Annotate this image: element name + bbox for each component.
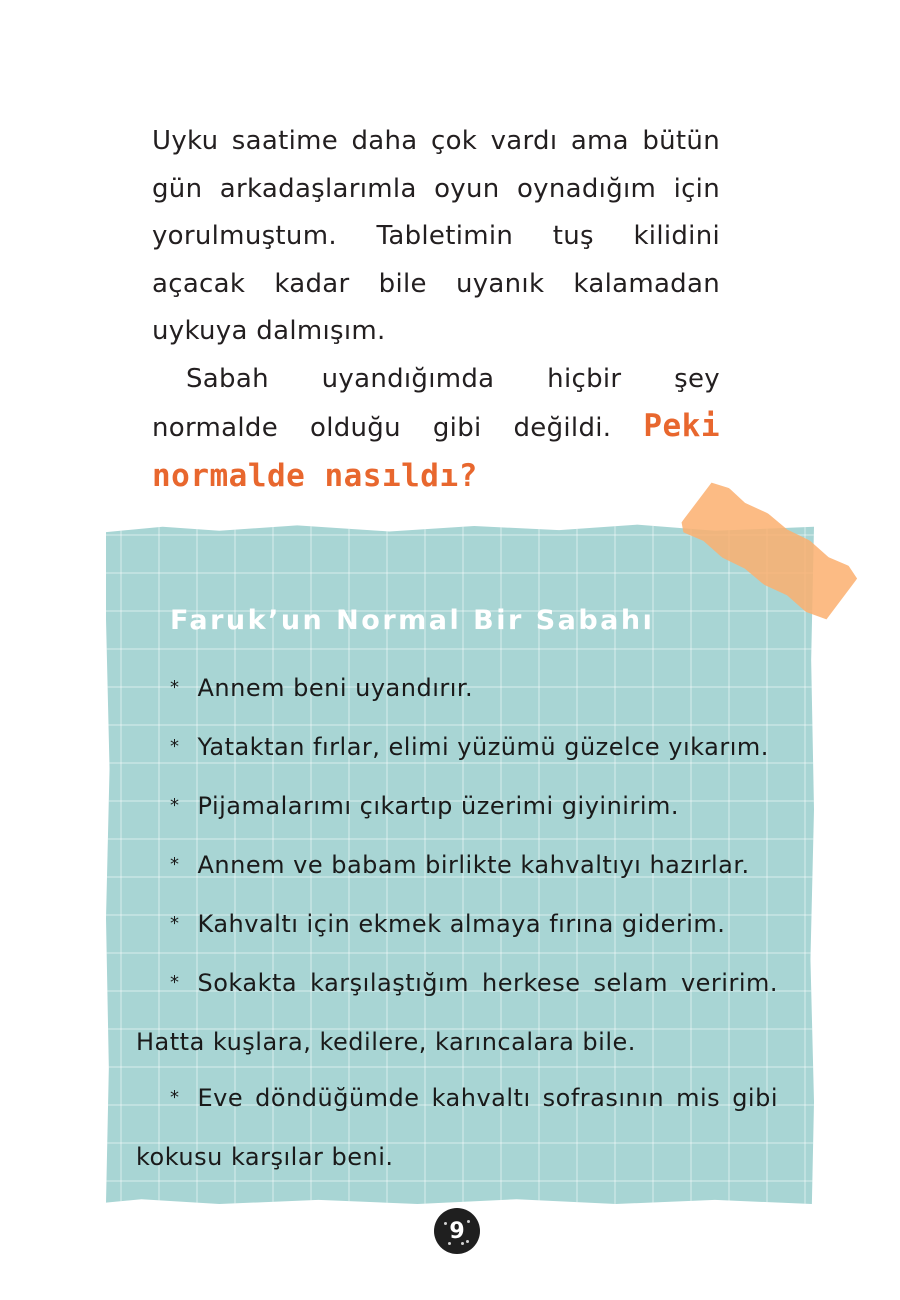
note-title: Faruk’un Normal Bir Sabahı [170, 605, 655, 636]
list-item: * Annem ve babam birlikte kahvaltıyı hazırlar. [170, 851, 750, 879]
list-item: * Eve döndüğümde kahvaltı sofrasının mis gibi kokusu karşılar beni. [136, 1084, 778, 1171]
list-item: * Yataktan fırlar, elimi yüzümü güzelce yıkarım. [170, 733, 769, 761]
story-paragraph-2 [152, 356, 720, 503]
bullet-star-icon: * [170, 1087, 180, 1108]
story-question-accent: Peki normalde nasıldı? [152, 408, 720, 494]
list-item: * Pijamalarımı çıkartıp üzerimi giyinirim. [170, 792, 679, 820]
bullet-star-icon: * [170, 854, 180, 875]
list-item: * Annem beni uyandırır. [170, 674, 474, 702]
story-paragraph-2-text: Sabah uyandığımda hiçbir şey normalde olduğu gibi değildi. [152, 363, 720, 443]
page-number: 9 [434, 1208, 480, 1254]
bullet-star-icon: * [170, 677, 180, 698]
bullet-star-icon: * [170, 972, 180, 993]
bullet-star-icon: * [170, 736, 180, 757]
list-item: * Sokakta karşılaştığım herkese selam veririm. Hatta kuşlara, kedilere, karıncalara bile. [136, 969, 778, 1056]
story-paragraph-1: Uyku saatime daha çok vardı ama bütün gün arkadaşlarımla oyun oynadığım için yorulmuştum. Tabletimin tuş kilidini açacak kadar bile uyanık kalamadan uykuya dalmışım. [152, 126, 720, 346]
bullet-star-icon: * [170, 795, 180, 816]
story-text [152, 118, 720, 502]
bullet-star-icon: * [170, 913, 180, 934]
list-item: * Kahvaltı için ekmek almaya fırına giderim. [170, 910, 726, 938]
morning-list [136, 660, 778, 1185]
